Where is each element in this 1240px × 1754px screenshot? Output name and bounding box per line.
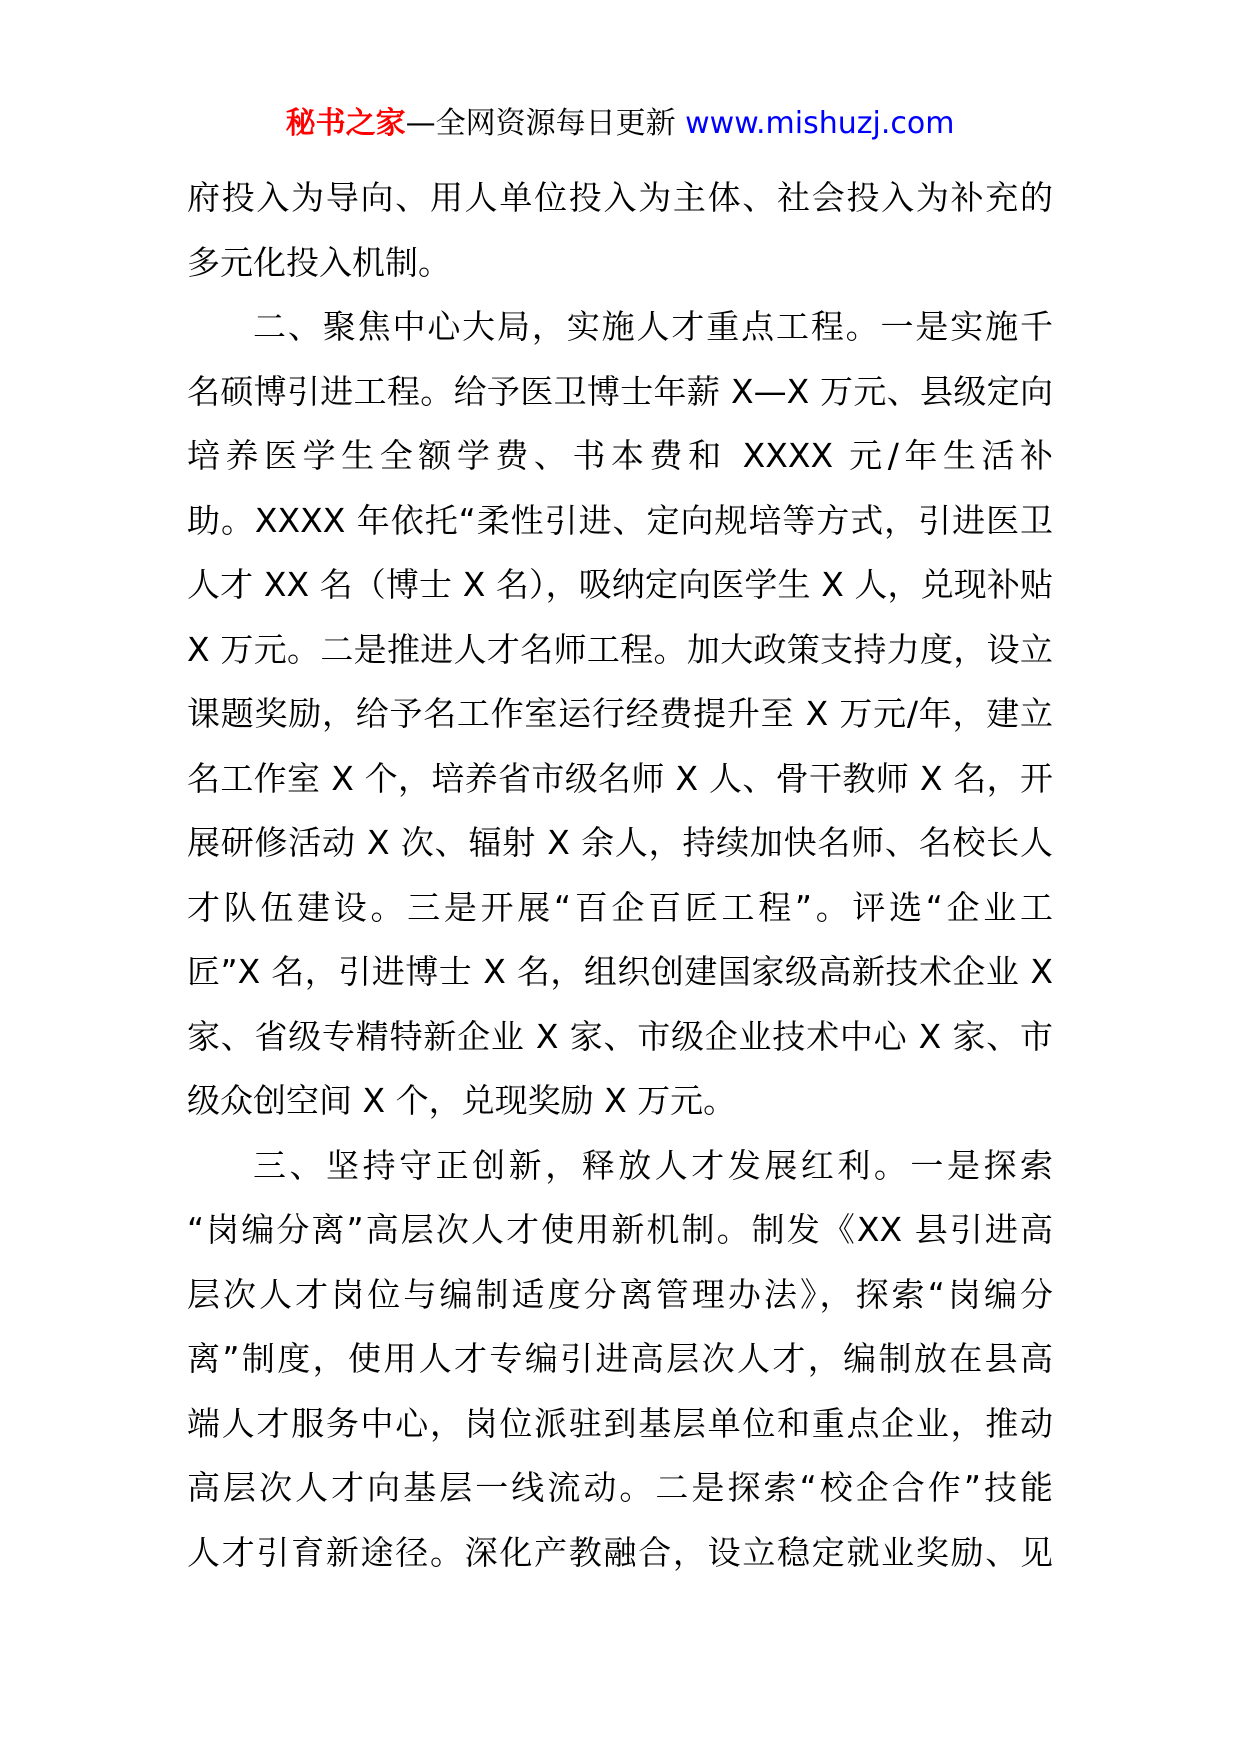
text-line: X 万元。二是推进人才名师工程。加大政策支持力度，设立	[187, 629, 1053, 669]
text-line: 助。XXXX 年依托“柔性引进、定向规培等方式，引进医卫	[187, 500, 1053, 540]
text-line: “岗编分离”高层次人才使用新机制。制发《XX 县引进高	[187, 1210, 1053, 1249]
document-body	[187, 166, 1053, 1585]
section-heading-line: 三、坚持守正创新，释放人才发展红利。一是探索	[253, 1145, 1053, 1185]
text-line: 人才引育新途径。深化产教融合，设立稳定就业奖励、见	[187, 1532, 1053, 1572]
text-line: 展研修活动 X 次、辐射 X 余人，持续加快名师、名校长人	[187, 823, 1053, 862]
text-line: 层次人才岗位与编制适度分离管理办法》，探索“岗编分	[187, 1274, 1053, 1314]
header-banner	[0, 104, 1240, 144]
text-line: 多元化投入机制。	[187, 242, 451, 282]
text-line: 名工作室 X 个，培养省市级名师 X 人、骨干教师 X 名，开	[187, 758, 1053, 798]
text-line: 人才 XX 名（博士 X 名），吸纳定向医学生 X 人，兑现补贴	[187, 565, 1053, 604]
website-link[interactable]: www.mishuzj.com	[685, 106, 955, 141]
text-line: 课题奖励，给予名工作室运行经费提升至 X 万元/年，建立	[187, 694, 1053, 733]
text-line: 家、省级专精特新企业 X 家、市级企业技术中心 X 家、市	[187, 1016, 1053, 1056]
text-line: 离”制度，使用人才专编引进高层次人才，编制放在县高	[187, 1339, 1053, 1378]
text-line: 端人才服务中心，岗位派驻到基层单位和重点企业，推动	[187, 1403, 1053, 1443]
text-line: 匠”X 名，引进博士 X 名，组织创建国家级高新技术企业 X	[187, 952, 1053, 991]
brand-name: 秘书之家	[285, 106, 406, 141]
header-tagline: —全网资源每日更新	[405, 106, 676, 141]
text-line: 府投入为导向、用人单位投入为主体、社会投入为补充的	[187, 178, 1053, 217]
text-line: 名硕博引进工程。给予医卫博士年薪 X—X 万元、县级定向	[187, 371, 1053, 411]
text-line: 才队伍建设。三是开展“百企百匠工程”。评选“企业工	[187, 887, 1053, 927]
section-heading-line: 二、聚焦中心大局，实施人才重点工程。一是实施千	[253, 307, 1053, 346]
text-line: 高层次人才向基层一线流动。二是探索“校企合作”技能	[187, 1468, 1053, 1507]
text-line: 培养医学生全额学费、书本费和 XXXX 元/年生活补	[187, 436, 1053, 475]
text-line: 级众创空间 X 个，兑现奖励 X 万元。	[187, 1081, 737, 1120]
